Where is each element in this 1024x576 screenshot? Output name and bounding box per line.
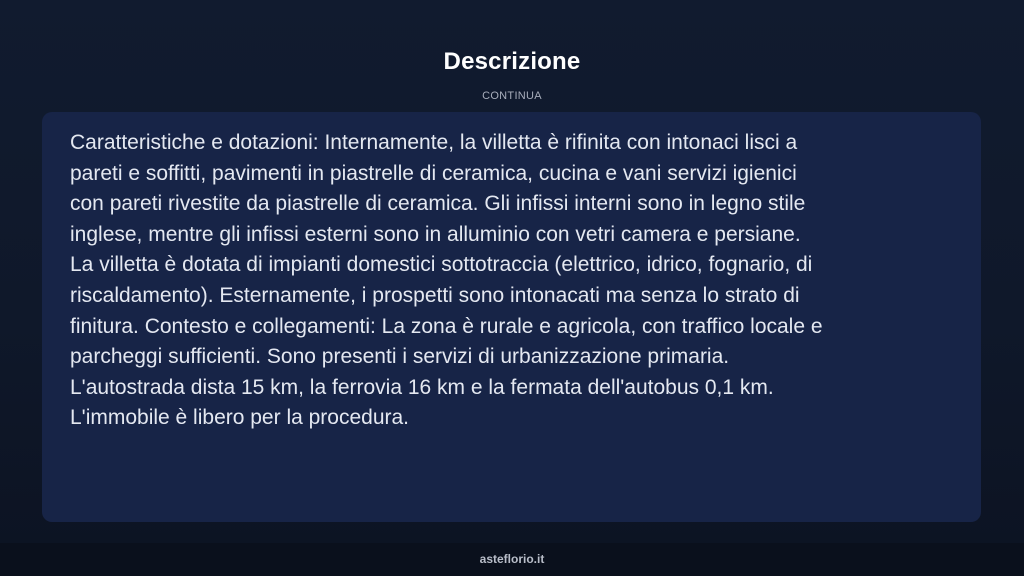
description-text xyxy=(70,128,953,434)
description-line: parcheggi sufficienti. Sono presenti i servizi di urbanizzazione primaria. xyxy=(70,345,730,369)
site-name: asteflorio.it xyxy=(479,552,545,566)
description-line: L'autostrada dista 15 km, la ferrovia 16 km e la fermata dell'autobus 0,1 km. xyxy=(70,375,774,399)
description-line: con pareti rivestite da piastrelle di ceramica. Gli infissi interni sono in legno stile xyxy=(70,192,806,216)
description-line: finitura. Contesto e collegamenti: La zona è rurale e agricola, con traffico locale e xyxy=(70,314,823,338)
description-line: Caratteristiche e dotazioni: Internamente, la villetta è rifinita con intonaci lisci a xyxy=(70,131,798,154)
description-line: L'immobile è libero per la procedura. xyxy=(70,406,410,430)
page-title: Descrizione xyxy=(443,48,581,75)
description-line: La villetta è dotata di impianti domestici sottotraccia (elettrico, idrico, fognario, di xyxy=(70,253,813,277)
description-line: pareti e soffitti, pavimenti in piastrelle di ceramica, cucina e vani servizi igienici xyxy=(70,161,797,185)
description-line: inglese, mentre gli infissi esterni sono in alluminio con vetri camera e persiane. xyxy=(70,222,801,246)
footer-bar xyxy=(0,543,1024,576)
description-line: riscaldamento). Esternamente, i prospetti sono intonacati ma senza lo strato di xyxy=(70,283,800,307)
description-card xyxy=(42,112,981,522)
continued-label: CONTINUA xyxy=(482,90,542,102)
